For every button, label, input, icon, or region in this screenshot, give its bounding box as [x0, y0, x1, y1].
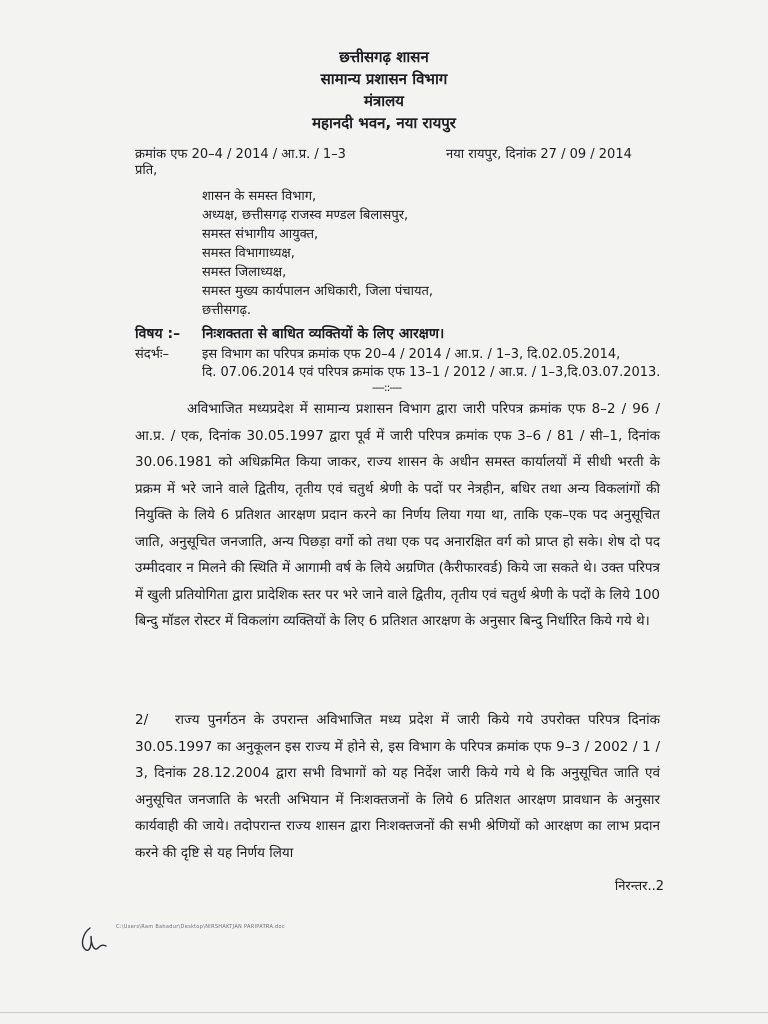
paragraph-2-number: 2/: [135, 712, 149, 728]
recipient-item: शासन के समस्त विभाग,: [202, 189, 317, 204]
reference-list: [202, 346, 660, 382]
section-divider: ----::----: [372, 381, 402, 394]
letterhead: [0, 46, 768, 134]
letterhead-address: महानदी भवन, नया रायपुर: [312, 114, 456, 132]
recipient-item: समस्त संभागीय आयुक्त,: [202, 227, 319, 242]
recipient-item: समस्त जिलाध्यक्ष,: [202, 265, 287, 280]
subject-text: निःशक्तता से बाधित व्यक्तियों के लिए आरक्षण।: [202, 326, 445, 342]
place-date: नया रायपुर, दिनांक 27 / 09 / 2014: [446, 147, 632, 162]
page-bottom-edge: [0, 1012, 768, 1013]
recipient-item: समस्त विभागाध्यक्ष,: [202, 246, 295, 261]
file-path-footer: C:\Users\Ram Bahadur\Desktop\NIRSHAKTJAN PARIPATRA.doc: [116, 924, 285, 930]
letterhead-ministry: मंत्रालय: [363, 92, 404, 110]
letterhead-department: सामान्य प्रशासन विभाग: [320, 70, 448, 88]
recipient-list: [202, 187, 433, 320]
paragraph-2: [135, 707, 660, 866]
to-label: प्रति,: [135, 163, 158, 178]
letterhead-government: छत्तीसगढ़ शासन: [339, 48, 429, 66]
continued-marker: निरन्तर..2: [614, 879, 664, 894]
reference-item: इस विभाग का परिपत्र क्रमांक एफ 20–4 / 2014 / आ.प्र. / 1–3, दि.02.05.2014,: [202, 347, 621, 362]
reference-label: संदर्भः–: [135, 347, 169, 362]
subject-label: विषय :–: [135, 326, 181, 342]
recipient-item: छत्तीसगढ़.: [202, 303, 252, 318]
initials-signature-icon: [76, 920, 112, 956]
paragraph-2-text: राज्य पुनर्गठन के उपरान्त अविभाजित मध्य प्रदेश में जारी किये गये उपरोक्त परिपत्र दिनांक 30.05.1997 का अनुकूलन इस राज्य में होने से, इस विभाग के परिपत्र क्रमांक एफ 9–3 / 2002 / 1 / 3, दिनांक 28.12.2004 द्वारा सभी विभागों को यह निर्देश जारी किये गये थे कि अनुसूचित जाति एवं अनुसूचित जनजाति के भरती अभियान में निःशक्तजनों के लिये 6 प्रतिशत आरक्षण प्रावधान के अनुसार कार्यवाही की जाये। तदोपरान्त राज्य शासन द्वारा निःशक्तजनों की सभी श्रेणियों को आरक्षण का लाभ प्रदान करने की दृष्टि से यह निर्णय लिया: [135, 712, 660, 861]
paragraph-1: अविभाजित मध्यप्रदेश में सामान्य प्रशासन विभाग द्वारा जारी परिपत्र क्रमांक एफ 8–2 / 96 / आ.प्र. / एक, दिनांक 30.05.1997 द्वारा पूर्व में जारी परिपत्र क्रमांक एफ 3–6 / 81 / सी–1, दिनांक 30.06.1981 को अधिक्रमित किया जाकर, राज्य शासन के अधीन समस्त कार्यालयों में सीधी भरती के प्रक्रम में भरे जाने वाले द्वितीय, तृतीय एवं चतुर्थ श्रेणी के पदों पर नेत्रहीन, बधिर तथा अन्य विकलांगों की नियुक्ति के लिये 6 प्रतिशत आरक्षण प्रदान करने का निर्णय लिया गया था, ताकि एक–एक पद अनुसूचित जाति, अनुसूचित जनजाति, अन्य पिछड़ा वर्गो को तथा एक पद अनारक्षित वर्ग को प्राप्त हो सके। शेष दो पद उम्मीदवार न मिलने की स्थिति में आगामी वर्ष के लिये अग्रणित (कैरीफारवर्ड) किये जा सकते थे। उक्त परिपत्र में खुली प्रतियोगिता द्वारा प्रादेशिक स्तर पर भरे जाने वाले द्वितीय, तृतीय एवं चतुर्थ श्रेणी के पदों के लिये 100 बिन्दु मॉडल रोस्टर में विकलांग व्यक्तियों के लिए 6 प्रतिशत आरक्षण के अनुसार बिन्दु निर्धारित किये गये थे।: [135, 401, 660, 629]
reference-number: क्रमांक एफ 20–4 / 2014 / आ.प्र. / 1–3: [135, 147, 346, 162]
recipient-item: अध्यक्ष, छत्तीसगढ़ राजस्व मण्डल बिलासपुर,: [202, 208, 409, 223]
reference-item: दि. 07.06.2014 एवं परिपत्र क्रमांक एफ 13–1 / 2012 / आ.प्र. / 1–3,दि.03.07.2013.: [202, 365, 661, 380]
recipient-item: समस्त मुख्य कार्यपालन अधिकारी, जिला पंचायत,: [202, 284, 434, 299]
